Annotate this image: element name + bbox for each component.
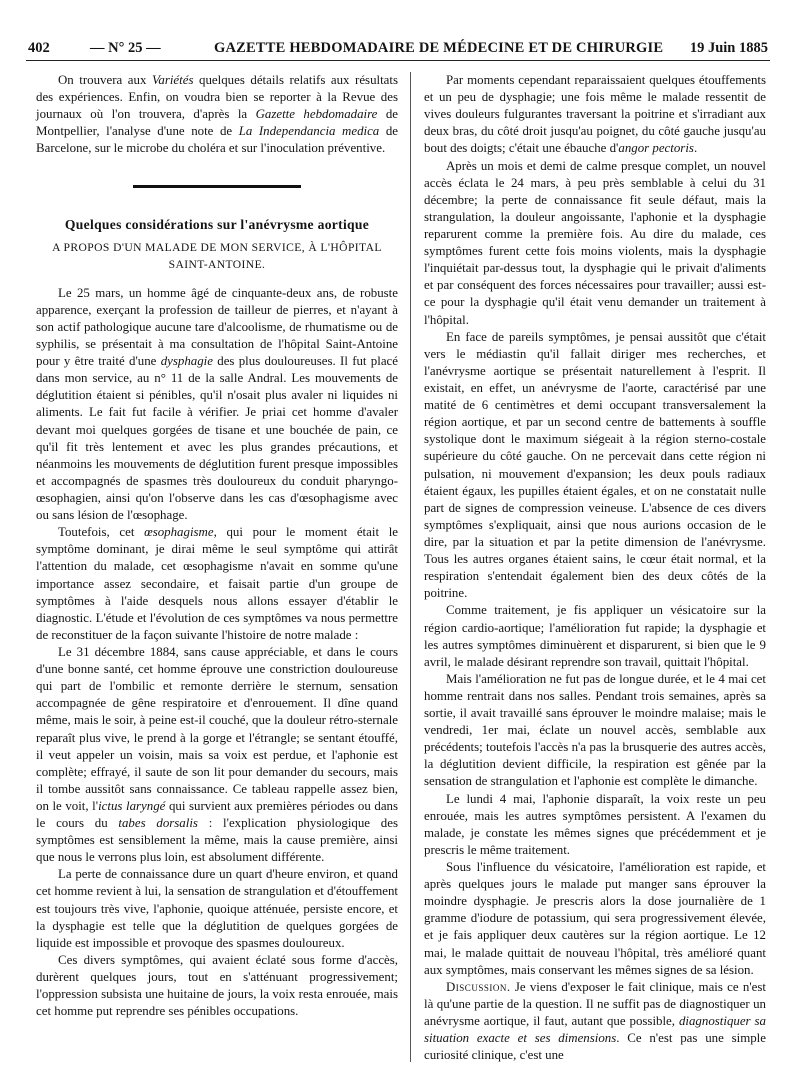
issue-number: — N° 25 — <box>90 40 161 56</box>
column-divider <box>410 72 411 1062</box>
issue-date: 19 Juin 1885 <box>689 40 768 56</box>
paragraph: Le 31 décembre 1884, sans cause appréciable, et dans le cours d'une bonne santé, cet homme éprouve une constriction douloureuse qui part de l'ombilic et remonte derrière le sternum, sensation accompagnée de gêne respiratoire et d'enrouement. Il dîne quand même, mais le soir, à peine est-il couché, que la douleur rétro-sternale reparaît plus vive, le prend à la gorge et l'étrangle; se sentant étouffé, il veut appeler un voisin, mais sa voix est perdue, et l'aphonie est complète; effrayé, il saute de son lit pour demander du secours, mais il tombe aussitôt sans connaissance. Ce tableau rappelle assez bien, on le voit, l'ictus laryngé qui survient aux premières périodes ou dans le cours du tabes dorsalis : l'explication physiologique des symptômes est sensiblement la même, mais la cause première, ainsi que nous le verrons plus loin, est absolument différente. <box>36 644 398 865</box>
paragraph: En face de pareils symptômes, je pensai aussitôt que c'était vers le médiastin qu'il fallait diriger mes recherches, et l'anévrysme aortique se présentait naturellement à l'esprit. Il existait, en effet, un anévrysme de l'aorte, caractérisé par une matité de 6 centimètres et demi occupant transversalement la région aortique, et par un second centre de battements à souffle systolique dont le maximum siégeait à la région sterno-costale supérieure du côté gauche. On ne percevait dans cette région ni pulsation, ni mouvement d'expansion; les deux pouls radiaux étaient égaux, les pupilles étaient égales, et on ne constatait nulle part de signes de compression veineuse. L'absence de ces divers symptômes s'expliquait, ainsi que nous aurions occasion de le dire, par la situation et par la petite dimension de l'anévrysme. Tous les autres organes étaient sains, le cœur était normal, et la respiration s'entendait également bien des deux côtés de la poitrine. <box>424 329 766 601</box>
paragraph: Sous l'influence du vésicatoire, l'amélioration est rapide, et après quelques jours le malade put manger sans éprouver la moindre dysphagie. Je prescris alors la dose journalière de 1 gramme d'iodure de potassium, qui sera progressivement élevée, et je fais appliquer deux cautères sur la région aortique. Le 12 mai, le malade quittait de nouveau l'hôpital, très amélioré quant aux symptômes, mais conservant les mêmes signes de sa lésion. <box>424 860 766 977</box>
page-header <box>26 38 770 61</box>
intro-paragraph: On trouvera aux Variétés quelques détails relatifs aux résultats des expériences. Enfin, on voudra bien se reporter à la Revue des journaux où l'on trouvera, d'après la Gazette hebdomadaire de Montpellier, l'analyse d'une note de La Independancia medica de Barcelone, sur le microbe du choléra et sur l'inoculation préventive. <box>36 73 399 156</box>
paragraph: Le lundi 4 mai, l'aphonie disparaît, la voix reste un peu enrouée, mais les autres symptômes persistent. A l'examen du malade, je constate les mêmes signes que précédemment et je prescris le même traitement. <box>424 791 766 857</box>
discussion-heading: Discussion. <box>446 979 511 994</box>
paragraph: Par moments cependant reparaissaient quelques étouffements et un peu de dysphagie; une fois même le malade ressentit de vives douleurs fulgurantes traversant la poitrine et s'irradiant aux deux bras, du côté droit jusqu'au poignet, du côté gauche jusqu'au bout des doigts; c'était une ébauche d'angor pectoris. <box>424 73 766 156</box>
article-title: Quelques considérations sur l'anévrysme aortique <box>64 216 370 232</box>
paragraph: Le 25 mars, un homme âgé de cinquante-deux ans, de robuste apparence, exerçant la profession de tailleur de pierres, et n'ayant à son actif pathologique aucune tare d'alcoolisme, de rhumatisme ou de syphilis, se présentait à ma consultation de l'hôpital Saint-Antoine pour y être traité d'une dysphagie des plus douloureuses. Il fut placé dans mon service, au n° 11 de la salle Andral. Les mouvements de déglutition étaient si pénibles, qu'il n'osait plus avaler ni liquides ni aliments. Le fait fut facile à vérifier. Je priai cet homme d'avaler devant moi quelques gorgées de tisane et une bouchée de pain, ce qu'il fit très lentement et avec les plus grandes précautions, et néanmoins les mouvements de déglutition furent presque impossibles et accompagnés de spasmes très douloureux du conduit pharyngo-œsophagien, ainsi qu'on l'observe dans les cas d'œsophagisme avec ou sans lésion de l'œsophage. <box>36 285 398 523</box>
paragraph: Toutefois, cet œsophagisme, qui pour le moment était le symptôme dominant, je dirai même le seul symptôme qui attirât l'attention du malade, cet œsophagisme n'avait en somme qu'une importance assez secondaire, et faisait partie d'un groupe de symptômes à l'aide desquels nous allons essayer d'établir le diagnostic. L'étude et l'évolution de ces symptômes va nous permettre de reconstituer de la façon suivante l'histoire de notre malade : <box>36 525 399 642</box>
paragraph: Mais l'amélioration ne fut pas de longue durée, et le 4 mai cet homme rentrait dans nos salles. Pendant trois semaines, après sa sortie, il avait travaillé sans éprouver le moindre malaise; mais le vendredi, 1er mai, éclate un nouvel accès, semblable aux précédents; toutefois l'accès n'a pas la brusquerie des autres accès, la déglutition devient difficile, la respiration est gênée par la sensation de strangulation et l'aphonie est complète le dimanche. <box>424 671 766 789</box>
right-column <box>424 72 766 1064</box>
paragraph: Ces divers symptômes, qui avaient éclaté sous forme d'accès, durèrent quelques jours, tout en s'atténuant progressivement; l'oppression subsista une huitaine de jours, la voix resta enrouée, mais cet homme put reprendre ses pénibles occupations. <box>36 952 398 1019</box>
left-column <box>36 72 398 1020</box>
section-rule <box>133 185 301 188</box>
paragraph: La perte de connaissance dure un quart d'heure environ, et quand cet homme revient à lui, la sensation de strangulation et d'étouffement est toujours très vive, l'aphonie, quoique atténuée, persiste encore, et la dysphagie est telle que la déglutition de quelques gorgées de liquide est impossible et provoque des spasmes douloureux. <box>36 867 398 950</box>
article-subtitle: A PROPOS D'UN MALADE DE MON SERVICE, À L'HÔPITAL SAINT-ANTOINE. <box>52 240 382 271</box>
paragraph: Comme traitement, je fis appliquer un vésicatoire sur la région cardio-aortique; l'amélioration fut rapide; la dysphagie et les autres symptômes diminuèrent et disparurent, si bien que le 9 avril, le malade désirant reprendre son travail, quittait l'hôpital. <box>424 603 766 669</box>
page-number: 402 <box>28 40 50 56</box>
paragraph: Après un mois et demi de calme presque complet, un nouvel accès éclata le 24 mars, à peu près semblable à celui du 31 décembre; la perte de connaissance fit seule défaut, mais la strangulation, la douleur angoissante, l'aphonie et la dysphagie reparurent comme la première fois. Au dire du malade, ces symptômes furent cette fois moins violents, mais la dysphagie l'inquiétait par-dessus tout, la dysphagie qui le privait d'aliments et par conséquent des forces nécessaires pour travailler; aussi est-ce pour la dysphagie qu'il était venu demander un traitement à l'hôpital. <box>424 158 766 327</box>
discussion-paragraph: Discussion. Je viens d'exposer le fait clinique, mais ce n'est là qu'une partie de la question. Il ne suffit pas de diagnostiquer un anévrysme aortique, il faut, autant que possible, diagnostiquer sa situation exacte et ses dimensions. Ce n'est pas une simple curiosité clinique, c'est une <box>424 979 766 1063</box>
journal-title: GAZETTE HEBDOMADAIRE DE MÉDECINE ET DE CHIRURGIE <box>214 40 664 56</box>
